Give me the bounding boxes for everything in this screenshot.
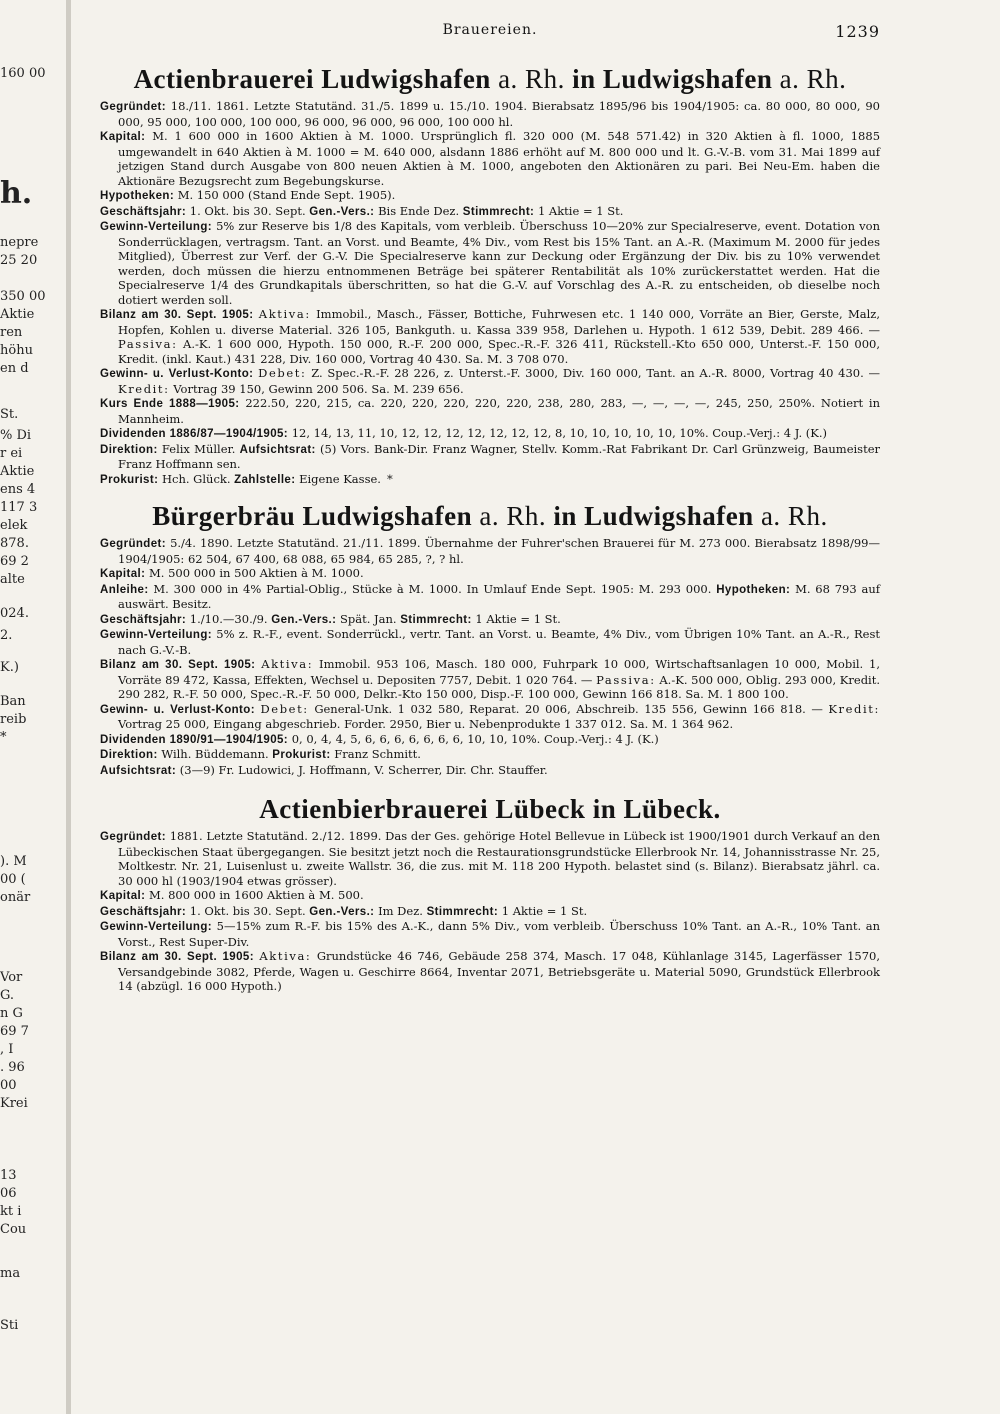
main-column [100, 62, 880, 994]
entry-paragraph: Geschäftsjahr: 1./10.—30./9. Gen.-Vers.: Spät. Jan. Stimmrecht: 1 Aktie = 1 St. [100, 611, 561, 626]
entry-paragraph: Gewinn-Verteilung: 5% zur Reserve bis 1/8 des Kapitals, vom verbleib. Überschuss 10—20% zur Specialreserve, event. Dotation von Sonderrücklagen, vertragsm. Tant. an Vorst. und Beamte, 4% Div., vom Rest bis 15% Tant. an A.-R. (Maximum M. 2000 für jedes Mitglied), Überrest zur Verf. der G.-V. Die Specialreserve kann zur Deckung oder Ergänzung der Div. bis zu 10% verwendet werden, doch müssen die hierzu entnommenen Beträge bei späterer Rentabilität als 10% zurückerstattet werden. Hat die Specialreserve 1/4 des Grundkapitals überschritten, so hat die G.-V. auf Vorschlag des A.-R. zu entscheiden, ob dieselbe noch dotiert werden soll. [100, 219, 880, 307]
margin-fragment: Krei [0, 1096, 28, 1111]
margin-fragment: Cou [0, 1222, 27, 1237]
entry-paragraph: Dividenden 1886/87—1904/1905: 12, 14, 13, 11, 10, 12, 12, 12, 12, 12, 12, 12, 8, 10, 10, 10, 10, 10, 10%. Coup.-Verj.: 4 J. (K.) [100, 426, 827, 440]
margin-fragment: nepre [0, 235, 39, 250]
margin-fragment: 878. [0, 536, 29, 551]
company-entry [100, 501, 880, 778]
margin-fragment: 024. [0, 606, 29, 621]
company-heading: Actienbrauerei Ludwigshafen a. Rh. in Ludwigshafen a. Rh. [133, 64, 847, 94]
entry-paragraph: Gewinn-Verteilung: 5—15% zum R.-F. bis 15% des A.-K., dann 5% Div., vom verbleib. Überschuss 10% Tant. an A.-R., 10% Tant. an Vorst., Rest Super-Div. [100, 919, 881, 949]
page-fold [66, 0, 71, 1414]
margin-fragment: elek [0, 518, 28, 533]
entry-paragraph: Aufsichtsrat: (3—9) Fr. Ludowici, J. Hoffmann, V. Scherrer, Dir. Chr. Stauffer. [100, 762, 548, 777]
margin-fragment: K.) [0, 660, 19, 675]
entry-paragraph: Direktion: Felix Müller. Aufsichtsrat: (5) Vors. Bank-Dir. Franz Wagner, Stellv. Komm.-Rat Fabrikant Dr. Carl Grünzweig, Baumeister Franz Hoffmann sen. [100, 441, 881, 471]
entry-paragraph: Direktion: Wilh. Büddemann. Prokurist: Franz Schmitt. [100, 747, 421, 761]
margin-fragment: en d [0, 361, 29, 376]
running-head-title: Brauereien. [442, 22, 538, 38]
margin-fragment: ren [0, 325, 23, 340]
margin-fragment: Sti [0, 1318, 19, 1333]
margin-fragment: G. [0, 988, 15, 1003]
margin-fragment: h. [0, 176, 33, 211]
margin-fragment: alte [0, 572, 25, 587]
margin-fragment: n G [0, 1006, 23, 1021]
margin-fragment: St. [0, 407, 19, 422]
entry-paragraph: Gewinn- u. Verlust-Konto: Debet: Z. Spec.-R.-F. 28 226, z. Unterst.-F. 3000, Div. 160 000, Tant. an A.-R. 8000, Vortrag 40 430. — Kredit: Vortrag 39 150, Gewinn 200 506. Sa. M. 239 656. [100, 366, 881, 396]
margin-fragment: 2. [0, 628, 13, 643]
margin-fragment: Aktie [0, 464, 35, 479]
margin-fragment: r ei [0, 446, 23, 461]
margin-fragment: Vor [0, 970, 23, 985]
entry-paragraph: Kurs Ende 1888—1905: 222.50, 220, 215, ca. 220, 220, 220, 220, 220, 238, 280, 283, —, —, —, —, 245, 250, 250%. Notiert in Mannheim. [100, 396, 881, 426]
margin-fragment: 160 00 [0, 66, 46, 81]
margin-fragment: 25 20 [0, 253, 38, 268]
margin-fragment: reib [0, 712, 27, 727]
margin-fragment: 350 00 [0, 289, 46, 304]
margin-fragment: . 96 [0, 1060, 25, 1075]
entry-paragraph: Dividenden 1890/91—1904/1905: 0, 0, 4, 4, 5, 6, 6, 6, 6, 6, 6, 6, 10, 10, 10%. Coup.-Verj.: 4 J. (K.) [100, 731, 659, 746]
entry-paragraph: Prokurist: Hch. Glück. Zahlstelle: Eigene Kasse. * [100, 471, 393, 486]
left-margin-fragments [0, 0, 66, 1414]
margin-fragment: 00 [0, 1078, 17, 1093]
margin-fragment: Aktie [0, 307, 35, 322]
margin-fragment: 00 ( [0, 872, 26, 887]
margin-fragment: ). M [0, 854, 27, 869]
entry-paragraph: Gegründet: 1881. Letzte Statutänd. 2./12. 1899. Das der Ges. gehörige Hotel Bellevue in Lübeck ist 1900/1901 durch Verkauf an den Lübeckischen Staat übergegangen. Sie besitzt jetzt noch die Restaurationsgrundstücke Ellerbrook Nr. 14, Johannisstrasse Nr. 25, Moltkestr. Nr. 21, Luisenlust u. zweite Wallstr. 36, die zus. mit M. 118 200 Hypoth. belastet sind (s. Bilanz). Bierabsatz jährl. ca. 30 000 hl (1903/1904 etwas grösser). [100, 829, 881, 888]
margin-fragment: 13 [0, 1168, 17, 1183]
entry-paragraph: Gewinn-Verteilung: 5% z. R.-F., event. Sonderrückl., vertr. Tant. an Vorst. u. Beamte, 4% Div., vom Übrigen 10% Tant. an A.-R., Rest nach G.-V.-B. [100, 627, 881, 657]
company-entry [100, 794, 880, 994]
entry-paragraph: Gegründet: 5./4. 1890. Letzte Statutänd. 21./11. 1899. Übernahme der Fuhrer'schen Brauerei für M. 273 000. Bierabsatz 1898/99—1904/1905: 62 504, 67 400, 68 088, 65 984, 65 285, ?, ? hl. [100, 536, 881, 566]
company-heading: Bürgerbräu Ludwigshafen a. Rh. in Ludwigshafen a. Rh. [152, 501, 828, 531]
entry-paragraph: Anleihe: M. 300 000 in 4% Partial-Oblig., Stücke à M. 1000. In Umlauf Ende Sept. 1905: M. 293 000. Hypotheken: M. 68 793 auf auswärt. Besitz. [100, 581, 881, 611]
margin-fragment: höhu [0, 343, 33, 358]
entry-paragraph: Gegründet: 18./11. 1861. Letzte Statutänd. 31./5. 1899 u. 15./10. 1904. Bierabsatz 1895/96 bis 1904/1905: ca. 80 000, 80 000, 90 000, 95 000, 100 000, 100 000, 96 000, 96 000, 96 000, 100 000 hl. [100, 99, 880, 129]
entry-paragraph: Kapital: M. 800 000 in 1600 Aktien à M. 500. [100, 888, 364, 902]
entry-paragraph: Kapital: M. 1 600 000 in 1600 Aktien à M. 1000. Ursprünglich fl. 320 000 (M. 548 571.42) in 320 Aktien à fl. 1000, 1885 umgewandelt in 640 Aktien à M. 1000 = M. 640 000, alsdann 1886 erhöht auf M. 800 000 und lt. G.-V.-B. vom 31. Mai 1899 auf jetzigen Stand durch Ausgabe von 800 neuen Aktien à M. 1000, angeboten den Aktionären zu pari. Bei Neu-Em. haben die Aktionäre Bezugsrecht zum Begebungskurse. [100, 129, 881, 188]
company-entry [100, 64, 880, 487]
margin-fragment: onär [0, 890, 31, 905]
margin-fragment: kt i [0, 1204, 22, 1219]
margin-fragment: 06 [0, 1186, 17, 1201]
entry-paragraph: Geschäftsjahr: 1. Okt. bis 30. Sept. Gen.-Vers.: Im Dez. Stimmrecht: 1 Aktie = 1 St. [100, 903, 588, 918]
margin-fragment: 69 2 [0, 554, 29, 569]
entry-paragraph: Geschäftsjahr: 1. Okt. bis 30. Sept. Gen.-Vers.: Bis Ende Dez. Stimmrecht: 1 Aktie = 1 St. [100, 203, 624, 218]
entry-paragraph: Hypotheken: M. 150 000 (Stand Ende Sept. 1905). [100, 188, 396, 202]
entry-paragraph: Bilanz am 30. Sept. 1905: Aktiva: Immobil. 953 106, Masch. 180 000, Fuhrpark 10 000, Wirtschaftsanlagen 10 000, Mobil. 1, Vorräte 89 472, Kassa, Effekten, Wechsel u. Depositen 7757, Debit. 1 020 764. — Passiva: A.-K. 500 000, Oblig. 293 000, Kredit. 290 282, R.-F. 50 000, Spec.-R.-F. 50 000, Delkr.-Kto 150 000, Disp.-F. 100 000, Gewinn 166 818. Sa. M. 1 800 100. [100, 657, 881, 701]
margin-fragment: ma [0, 1266, 21, 1281]
margin-fragment: Ban [0, 694, 26, 709]
entry-paragraph: Bilanz am 30. Sept. 1905: Aktiva: Grundstücke 46 746, Gebäude 258 374, Masch. 17 048, Kühlanlage 3145, Lagerfässer 1570, Versandgebinde 3082, Pferde, Wagen u. Geschirre 8664, Inventar 2071, Betriebsgeräte u. Material 5090, Grundstück Ellerbrook 14 (abzügl. 16 000 Hypoth.) [100, 949, 880, 993]
running-head [100, 22, 880, 44]
margin-fragment: , I [0, 1042, 14, 1057]
margin-fragment: ens 4 [0, 482, 36, 497]
margin-fragment: % Di [0, 428, 32, 443]
margin-fragment: * [0, 730, 7, 745]
margin-fragment: 117 3 [0, 500, 38, 515]
entry-paragraph: Gewinn- u. Verlust-Konto: Debet: General-Unk. 1 032 580, Reparat. 20 006, Abschreib. 135 556, Gewinn 166 818. — Kredit: Vortrag 25 000, Eingang abgeschrieb. Forder. 2950, Bier u. Nebenprodukte 1 337 012. Sa. M. 1 364 962. [100, 701, 880, 731]
margin-fragment: 69 7 [0, 1024, 29, 1039]
entry-paragraph: Bilanz am 30. Sept. 1905: Aktiva: Immobil., Masch., Fässer, Bottiche, Fuhrwesen etc. 1 140 000, Vorräte an Bier, Gerste, Malz, Hopfen, Kohlen u. diverse Material. 326 105, Bankguth. u. Kassa 339 958, Darlehen u. Hypoth. 1 612 539, Debit. 289 466. — Passiva: A.-K. 1 600 000, Hypoth. 150 000, R.-F. 200 000, Spec.-R.-F. 326 411, Rückstell.-Kto 650 000, Unterst.-F. 150 000, Kredit. (inkl. Kaut.) 431 228, Div. 160 000, Vortrag 40 430. Sa. M. 3 708 070. [100, 307, 880, 366]
page-number: 1239 [835, 22, 880, 41]
entry-paragraph: Kapital: M. 500 000 in 500 Aktien à M. 1000. [100, 566, 364, 580]
company-heading: Actienbierbrauerei Lübeck in Lübeck. [259, 794, 721, 824]
